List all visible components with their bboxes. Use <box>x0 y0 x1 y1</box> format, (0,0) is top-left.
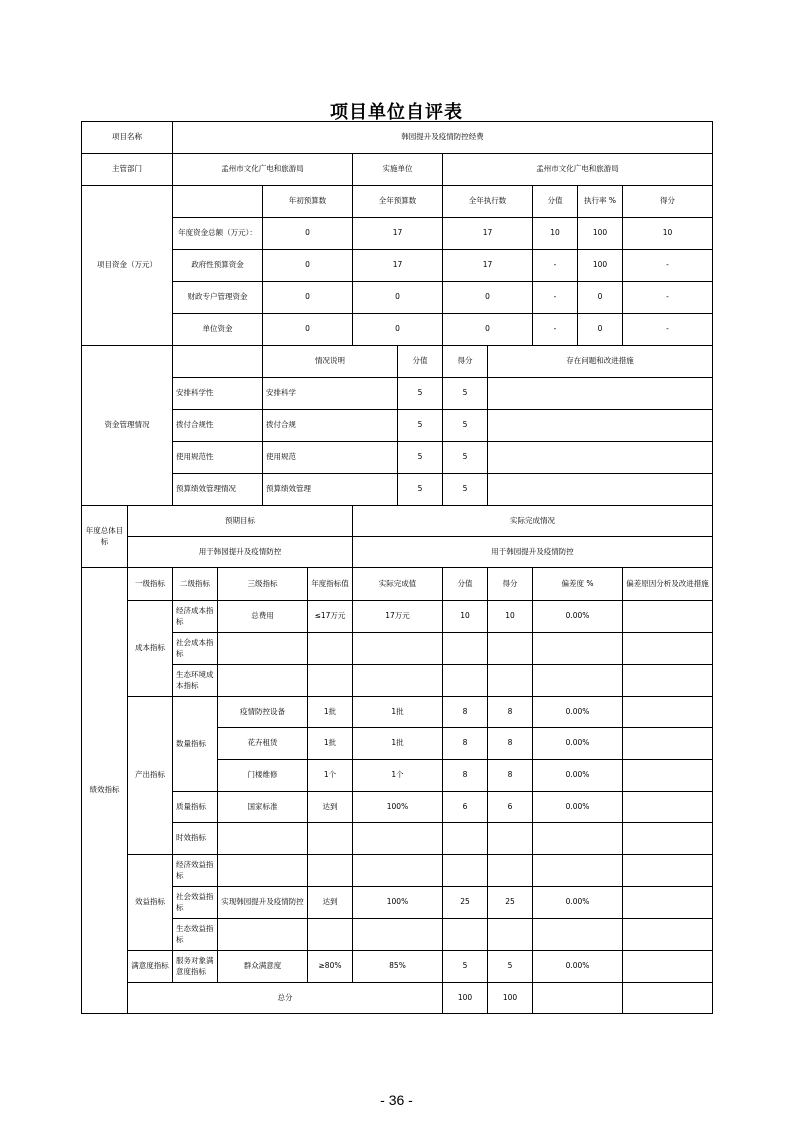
perf-cell: 达到 <box>307 886 353 919</box>
mgmt-row-name: 预算绩效管理情况 <box>172 473 263 506</box>
perf-cell: 花卉租赁 <box>217 727 308 760</box>
funds-cell: 100 <box>577 217 623 250</box>
project-name-value: 韩园提升及疫情防控经费 <box>172 121 713 154</box>
perf-cell <box>217 854 308 887</box>
funds-label: 项目资金（万元） <box>81 185 173 346</box>
mgmt-cell: 安排科学 <box>262 377 398 410</box>
perf-cell: 0.00% <box>532 886 623 919</box>
perf-cell <box>622 791 713 823</box>
funds-header: 年初预算数 <box>262 185 353 218</box>
perf-cell <box>622 854 713 887</box>
perf-cell <box>217 822 308 855</box>
page-number: - 36 - <box>380 1092 413 1108</box>
perf-cell: 85% <box>352 950 443 983</box>
perf-cell <box>622 886 713 919</box>
perf-header: 分值 <box>442 567 488 601</box>
perf-cell: 17万元 <box>352 600 443 633</box>
perf-cell: 8 <box>442 759 488 792</box>
perf-cell: 100% <box>352 886 443 919</box>
mgmt-cell: 预算绩效管理 <box>262 473 398 506</box>
perf-cell <box>217 664 308 697</box>
perf-header: 得分 <box>487 567 533 601</box>
funds-row-name: 年度资金总额（万元）： <box>172 217 263 250</box>
funds-cell: 0 <box>577 313 623 346</box>
mgmt-header: 存在问题和改进措施 <box>487 345 713 378</box>
perf-header: 偏差度 % <box>532 567 623 601</box>
perf-total-score: 100 <box>442 982 488 1014</box>
perf-cell: ≥80% <box>307 950 353 983</box>
perf-cell <box>442 664 488 697</box>
perf-cell: 10 <box>442 600 488 633</box>
perf-sub: 质量指标 <box>172 791 218 823</box>
impl-unit-value: 孟州市文化广电和旅游局 <box>442 153 713 186</box>
perf-sub: 时效指标 <box>172 822 218 855</box>
perf-group-output: 产出指标 <box>127 696 173 855</box>
mgmt-header: 得分 <box>442 345 488 378</box>
perf-header: 三级指标 <box>217 567 308 601</box>
perf-cell: 5 <box>487 950 533 983</box>
mgmt-row-name: 安排科学性 <box>172 377 263 410</box>
perf-cell <box>352 822 443 855</box>
perf-cell <box>532 918 623 951</box>
perf-cell <box>622 664 713 697</box>
perf-cell: 100% <box>352 791 443 823</box>
mgmt-cell <box>487 473 713 506</box>
perf-cell: 25 <box>442 886 488 919</box>
funds-header-blank <box>172 185 263 218</box>
mgmt-cell: 5 <box>442 409 488 442</box>
perf-cell <box>622 696 713 728</box>
perf-cell <box>532 822 623 855</box>
perf-cell <box>442 918 488 951</box>
perf-cell: 实现韩园提升及疫情防控 <box>217 886 308 919</box>
perf-cell: 25 <box>487 886 533 919</box>
perf-cell <box>442 632 488 665</box>
funds-cell: 0 <box>352 313 443 346</box>
funds-cell: - <box>532 281 578 314</box>
perf-cell <box>487 632 533 665</box>
funds-cell: 0 <box>442 313 533 346</box>
perf-cell: 8 <box>442 696 488 728</box>
perf-cell <box>307 822 353 855</box>
mgmt-cell <box>487 377 713 410</box>
mgmt-header: 情况说明 <box>262 345 398 378</box>
perf-header: 一级指标 <box>127 567 173 601</box>
mgmt-cell: 使用规范 <box>262 441 398 474</box>
goal-expected: 用于韩园提升及疫情防控 <box>127 536 353 568</box>
goal-label: 年度总体目标 <box>81 505 128 568</box>
funds-cell: - <box>622 281 713 314</box>
perf-sub: 经济成本指标 <box>172 600 218 633</box>
mgmt-cell: 5 <box>442 473 488 506</box>
funds-cell: 0 <box>442 281 533 314</box>
perf-cell: 5 <box>442 950 488 983</box>
perf-sub: 社会成本指标 <box>172 632 218 665</box>
funds-header: 执行率 % <box>577 185 623 218</box>
funds-cell: 10 <box>532 217 578 250</box>
perf-cell <box>622 822 713 855</box>
perf-total-blank <box>532 982 623 1014</box>
perf-group-satisfaction: 满意度指标 <box>127 950 173 983</box>
impl-unit-label: 实施单位 <box>352 153 443 186</box>
perf-cell <box>532 664 623 697</box>
perf-cell <box>622 759 713 792</box>
perf-cell: 1批 <box>352 696 443 728</box>
perf-cell <box>442 822 488 855</box>
perf-cell: 总费用 <box>217 600 308 633</box>
perf-cell <box>352 918 443 951</box>
perf-cell <box>622 727 713 760</box>
mgmt-header: 分值 <box>397 345 443 378</box>
perf-cell: 0.00% <box>532 759 623 792</box>
perf-cell <box>487 854 533 887</box>
perf-total-label: 总分 <box>127 982 443 1014</box>
funds-header: 全年预算数 <box>352 185 443 218</box>
perf-cell: 6 <box>487 791 533 823</box>
perf-cell <box>487 822 533 855</box>
perf-total-got: 100 <box>487 982 533 1014</box>
perf-cell <box>532 632 623 665</box>
funds-cell: 0 <box>577 281 623 314</box>
funds-cell: 0 <box>352 281 443 314</box>
perf-cell: 群众满意度 <box>217 950 308 983</box>
perf-cell <box>307 854 353 887</box>
perf-cell: 1个 <box>307 759 353 792</box>
perf-cell: 1批 <box>352 727 443 760</box>
funds-cell: 10 <box>622 217 713 250</box>
perf-cell <box>352 632 443 665</box>
perf-cell: 达到 <box>307 791 353 823</box>
mgmt-cell: 5 <box>442 441 488 474</box>
dept-label: 主管部门 <box>81 153 173 186</box>
page-title: 项目单位自评表 <box>330 102 463 123</box>
perf-cell <box>622 632 713 665</box>
funds-cell: - <box>622 313 713 346</box>
perf-header: 偏差原因分析及改进措施 <box>622 567 713 601</box>
perf-label: 绩效指标 <box>81 567 128 1014</box>
perf-header: 二级指标 <box>172 567 218 601</box>
funds-header: 全年执行数 <box>442 185 533 218</box>
funds-cell: - <box>532 249 578 282</box>
perf-cell: 10 <box>487 600 533 633</box>
project-name-label: 项目名称 <box>81 121 173 154</box>
perf-header: 年度指标值 <box>307 567 353 601</box>
perf-cell: 8 <box>487 727 533 760</box>
goal-actual: 用于韩园提升及疫情防控 <box>352 536 713 568</box>
perf-cell: 1批 <box>307 727 353 760</box>
perf-cell <box>622 918 713 951</box>
perf-sub: 生态环境成本指标 <box>172 664 218 697</box>
perf-cell: 0.00% <box>532 600 623 633</box>
mgmt-cell <box>487 441 713 474</box>
perf-cell: 1批 <box>307 696 353 728</box>
perf-group-benefit: 效益指标 <box>127 854 173 951</box>
perf-cell: 6 <box>442 791 488 823</box>
funds-header: 分值 <box>532 185 578 218</box>
perf-sub: 生态效益指标 <box>172 918 218 951</box>
mgmt-cell <box>487 409 713 442</box>
mgmt-cell: 5 <box>397 441 443 474</box>
funds-cell: 17 <box>442 249 533 282</box>
perf-cell: 疫情防控设备 <box>217 696 308 728</box>
perf-cell <box>622 600 713 633</box>
perf-cell <box>217 632 308 665</box>
funds-cell: 17 <box>352 249 443 282</box>
mgmt-label: 资金管理情况 <box>81 345 173 506</box>
perf-cell <box>307 664 353 697</box>
perf-sub: 服务对象满意度指标 <box>172 950 218 983</box>
perf-cell: 1个 <box>352 759 443 792</box>
perf-cell: 0.00% <box>532 791 623 823</box>
perf-cell <box>352 664 443 697</box>
perf-cell <box>217 918 308 951</box>
goal-expected-label: 预期目标 <box>127 505 353 537</box>
perf-cell: 0.00% <box>532 727 623 760</box>
dept-value: 孟州市文化广电和旅游局 <box>172 153 353 186</box>
goal-actual-label: 实际完成情况 <box>352 505 713 537</box>
mgmt-cell: 5 <box>397 377 443 410</box>
perf-cell: 0.00% <box>532 950 623 983</box>
mgmt-cell: 5 <box>397 473 443 506</box>
perf-cell <box>487 664 533 697</box>
perf-cell: 国家标准 <box>217 791 308 823</box>
perf-cell <box>622 950 713 983</box>
funds-cell: 17 <box>442 217 533 250</box>
perf-cell: 0.00% <box>532 696 623 728</box>
funds-cell: 0 <box>262 281 353 314</box>
funds-cell: 100 <box>577 249 623 282</box>
perf-header: 实际完成值 <box>352 567 443 601</box>
funds-row-name: 单位资金 <box>172 313 263 346</box>
perf-cell <box>352 854 443 887</box>
mgmt-row-name: 拨付合规性 <box>172 409 263 442</box>
perf-cell <box>307 632 353 665</box>
perf-sub: 社会效益指标 <box>172 886 218 919</box>
funds-cell: - <box>532 313 578 346</box>
funds-cell: 0 <box>262 217 353 250</box>
funds-cell: - <box>622 249 713 282</box>
mgmt-cell: 5 <box>442 377 488 410</box>
perf-cell <box>532 854 623 887</box>
mgmt-cell: 拨付合规 <box>262 409 398 442</box>
perf-cell <box>487 918 533 951</box>
perf-total-blank <box>622 982 713 1014</box>
perf-cell <box>442 854 488 887</box>
mgmt-row-name: 使用规范性 <box>172 441 263 474</box>
perf-sub: 经济效益指标 <box>172 854 218 887</box>
mgmt-header-blank <box>172 345 263 378</box>
funds-cell: 17 <box>352 217 443 250</box>
funds-row-name: 政府性预算资金 <box>172 249 263 282</box>
perf-cell: 门楼维修 <box>217 759 308 792</box>
funds-cell: 0 <box>262 249 353 282</box>
mgmt-cell: 5 <box>397 409 443 442</box>
funds-cell: 0 <box>262 313 353 346</box>
perf-sub: 数量指标 <box>172 696 218 792</box>
funds-row-name: 财政专户管理资金 <box>172 281 263 314</box>
perf-cell: 8 <box>487 696 533 728</box>
perf-cell <box>307 918 353 951</box>
funds-header: 得分 <box>622 185 713 218</box>
perf-cell: 8 <box>487 759 533 792</box>
perf-cell: 8 <box>442 727 488 760</box>
perf-group-cost: 成本指标 <box>127 600 173 697</box>
perf-cell: ≤17万元 <box>307 600 353 633</box>
